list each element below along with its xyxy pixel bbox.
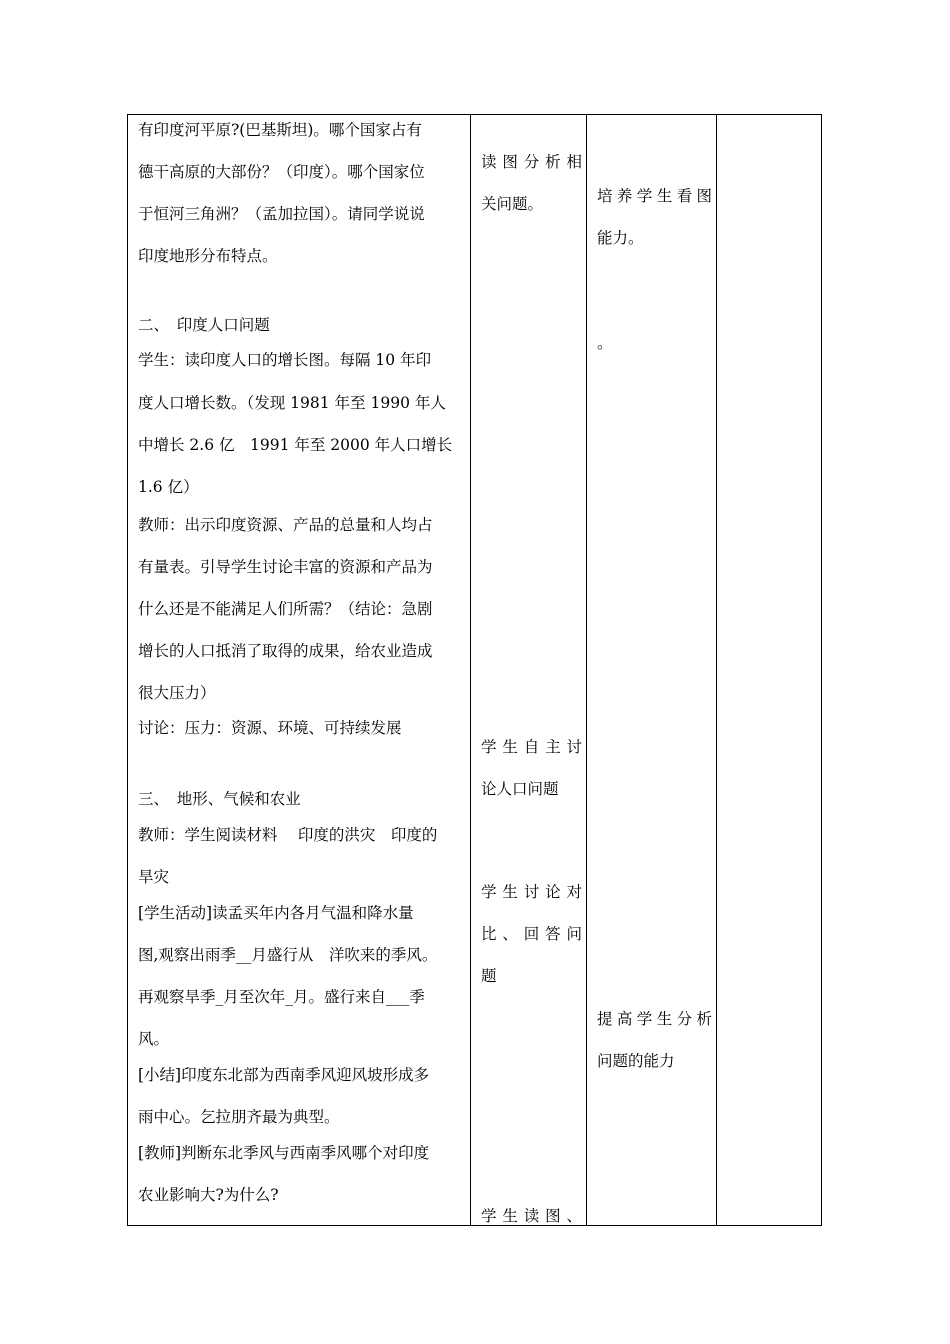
content-column-line: [学生活动]读孟买年内各月气温和降水量 (138, 904, 414, 922)
activity-column-line: 学生读图、 (481, 1207, 582, 1225)
content-column-line: 于恒河三角洲？（孟加拉国）。请同学说说 (138, 205, 425, 223)
content-column-line: 有量表。引导学生讨论丰富的资源和产品为 (138, 558, 433, 576)
activity-column-line: 比、回答问 (481, 925, 582, 943)
content-column-line: 教师：出示印度资源、产品的总量和人均占 (138, 516, 433, 534)
content-column-line: 教师：学生阅读材料 印度的洪灾 印度的 (138, 826, 438, 844)
content-column-line: 讨论：压力：资源、环境、可持续发展 (138, 719, 402, 737)
purpose-column-line: 培养学生看图 (597, 187, 712, 205)
activity-column-line: 学生讨论对 (481, 883, 582, 901)
design-purpose-column (586, 115, 716, 1225)
student-activity-column (470, 115, 586, 1225)
purpose-column-line: 提高学生分析 (597, 1010, 712, 1028)
content-column-line: 德干高原的大部份？（印度）。哪个国家位 (138, 163, 425, 181)
content-column-line: 什么还是不能满足人们所需？（结论：急剧 (138, 600, 433, 618)
content-column-line: 图,观察出雨季__月盛行从 洋吹来的季风。 (138, 946, 438, 964)
content-column-line: 中增长 2.6 亿 1991 年至 2000 年人口增长 (138, 436, 453, 454)
content-column-line: 雨中心。乞拉朋齐最为典型。 (138, 1108, 340, 1126)
content-column-line: 很大压力） (138, 684, 216, 702)
content-column-line: 旱灾 (138, 868, 170, 886)
notes-column (716, 115, 821, 1225)
content-column-line: 三、 地形、气候和农业 (138, 790, 301, 808)
activity-column-line: 学生自主讨 (481, 738, 582, 756)
content-column-line: 增长的人口抵消了取得的成果，给农业造成 (138, 642, 433, 660)
activity-column-line: 题 (481, 967, 497, 985)
content-column-line: [小结]印度东北部为西南季风迎风坡形成多 (138, 1066, 430, 1084)
teaching-content-column (128, 115, 470, 1225)
content-column-line: 1.6 亿） (138, 478, 199, 496)
content-column-line: 度人口增长数。（发现 1981 年至 1990 年人 (138, 394, 446, 412)
lesson-plan-table (127, 114, 822, 1226)
activity-column-line: 关问题。 (481, 195, 544, 213)
content-column-line: 学生：读印度人口的增长图。每隔 10 年印 (138, 351, 432, 369)
purpose-column-line: 能力。 (597, 229, 644, 247)
content-column-line: 有印度河平原?(巴基斯坦)。哪个国家占有 (138, 121, 422, 139)
content-column-line: [教师]判断东北季风与西南季风哪个对印度 (138, 1144, 430, 1162)
content-column-line: 农业影响大?为什么? (138, 1186, 279, 1204)
purpose-column-line: 。 (597, 334, 613, 352)
purpose-column-line: 问题的能力 (597, 1052, 675, 1070)
content-column-line: 再观察旱季_月至次年_月。盛行来自___季 (138, 988, 425, 1006)
content-column-line: 风。 (138, 1030, 170, 1048)
activity-column-line: 读图分析相 (481, 153, 582, 171)
activity-column-line: 论人口问题 (481, 780, 559, 798)
content-column-line: 印度地形分布特点。 (138, 247, 278, 265)
content-column-line: 二、 印度人口问题 (138, 316, 270, 334)
